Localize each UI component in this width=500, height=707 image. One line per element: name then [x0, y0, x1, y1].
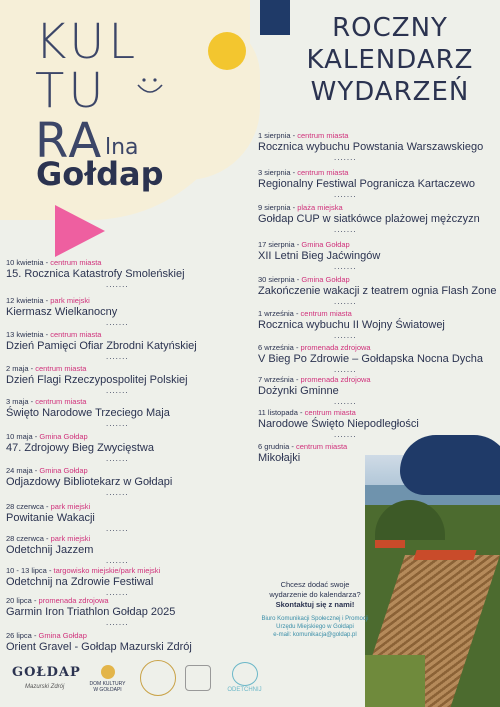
regional-logo — [185, 665, 215, 695]
logo-city: Gołdap — [36, 155, 164, 193]
event-item: 1 sierpnia - centrum miasta Rocznica wybuchu Powstania Warszawskiego ....... — [258, 131, 484, 162]
dom-kultury-icon — [101, 665, 115, 679]
goldap-logo-subtitle: Mazurski Zdrój — [25, 684, 65, 690]
event-item: 24 maja - Gmina Gołdap Odjazdowy Bibliotekarz w Gołdapi ....... — [6, 466, 173, 497]
sun-circle — [208, 32, 246, 70]
event-item: 9 sierpnia - plaża miejska Gołdap CUP w siatkówce plażowej mężczyzn ....... — [258, 203, 480, 234]
logo-text-lna: lna — [105, 135, 139, 160]
smile-icon — [135, 75, 165, 97]
library-seal-logo — [138, 660, 178, 700]
event-item: 6 grudnia - centrum miasta Mikołajki — [258, 442, 348, 464]
page-title: ROCZNY KALENDARZ WYDARZEŃ — [306, 13, 474, 107]
event-item: 10 kwietnia - centrum miasta 15. Rocznica Katastrofy Smoleńskiej ....... — [6, 258, 185, 289]
odetchnij-logo: ODETCHNIJ — [222, 662, 267, 693]
event-item: 30 sierpnia - Gmina Gołdap Zakończenie wakacji z teatrem ognia Flash Zone ....... — [258, 275, 497, 306]
event-item: 7 września - promenada zdrojowa Dożynki Gminne ....... — [258, 375, 371, 406]
event-item: 26 lipca - Gmina Gołdap Orient Gravel - Gołdap Mazurski Zdrój — [6, 631, 192, 653]
event-item: 6 września - promenada zdrojowa V Bieg Po Zdrowie – Gołdapska Nocna Dycha ....... — [258, 343, 484, 374]
contact-email[interactable]: e-mail: komunikacja@goldap.pl — [273, 632, 357, 638]
contact-info: Biuro Komunikacji Społecznej i Promocji Urzędu Miejskiego w Gołdapi e-mail: komunikacja@goldap.pl — [250, 615, 380, 639]
event-item: 3 sierpnia - centrum miasta Regionalny Festiwal Pogranicza Kartaczewo ....... — [258, 168, 476, 199]
play-triangle-icon — [55, 205, 105, 257]
event-item: 10 - 13 lipca - targowisko miejskie/park miejski Odetchnij na Zdrowie Festiwal ....... — [6, 566, 161, 597]
partner-logos — [0, 660, 300, 707]
goldap-logo: GOŁDAP — [12, 665, 81, 680]
event-item: 28 czerwca - park miejski Odetchnij Jazzem ....... — [6, 534, 129, 565]
add-event-callout: Chcesz dodać swoje wydarzenie do kalendarza? Skontaktuj się z nami! — [269, 580, 361, 609]
dom-kultury-logo: DOM KULTURY W GOŁDAPI — [85, 665, 130, 693]
event-item: 12 kwietnia - park miejski Kiermasz Wielkanocny ....... — [6, 296, 129, 327]
event-item: 3 maja - centrum miasta Święto Narodowe Trzeciego Maja ....... — [6, 397, 170, 428]
event-item: 13 kwietnia - centrum miasta Dzień Pamięci Ofiar Zbrodni Katyńskiej ....... — [6, 330, 197, 361]
event-item: 10 maja - Gmina Gołdap 47. Zdrojowy Bieg Zwycięstwa ....... — [6, 432, 154, 463]
logo-text-tu: TU — [35, 63, 108, 119]
event-item: 17 sierpnia - Gmina Gołdap XII Letni Bieg Jaćwingów ....... — [258, 240, 381, 271]
decorative-blob — [400, 435, 500, 495]
event-item: 2 maja - centrum miasta Dzień Flagi Rzeczypospolitej Polskiej ....... — [6, 364, 188, 395]
event-item: 11 listopada - centrum miasta Narodowe Święto Niepodległości ....... — [258, 408, 419, 439]
logo-text-ra: RA — [35, 113, 104, 169]
logo-text-kul: KUL — [35, 14, 140, 70]
event-item: 1 września - centrum miasta Rocznica wybuchu II Wojny Światowej ....... — [258, 309, 445, 340]
odetchnij-icon — [232, 662, 258, 686]
decorative-rectangle — [260, 0, 290, 35]
event-item: 28 czerwca - park miejski Powitanie Wakacji ....... — [6, 502, 129, 533]
event-item: 20 lipca - promenada zdrojowa Garmin Iron Triathlon Gołdap 2025 ....... — [6, 596, 176, 627]
